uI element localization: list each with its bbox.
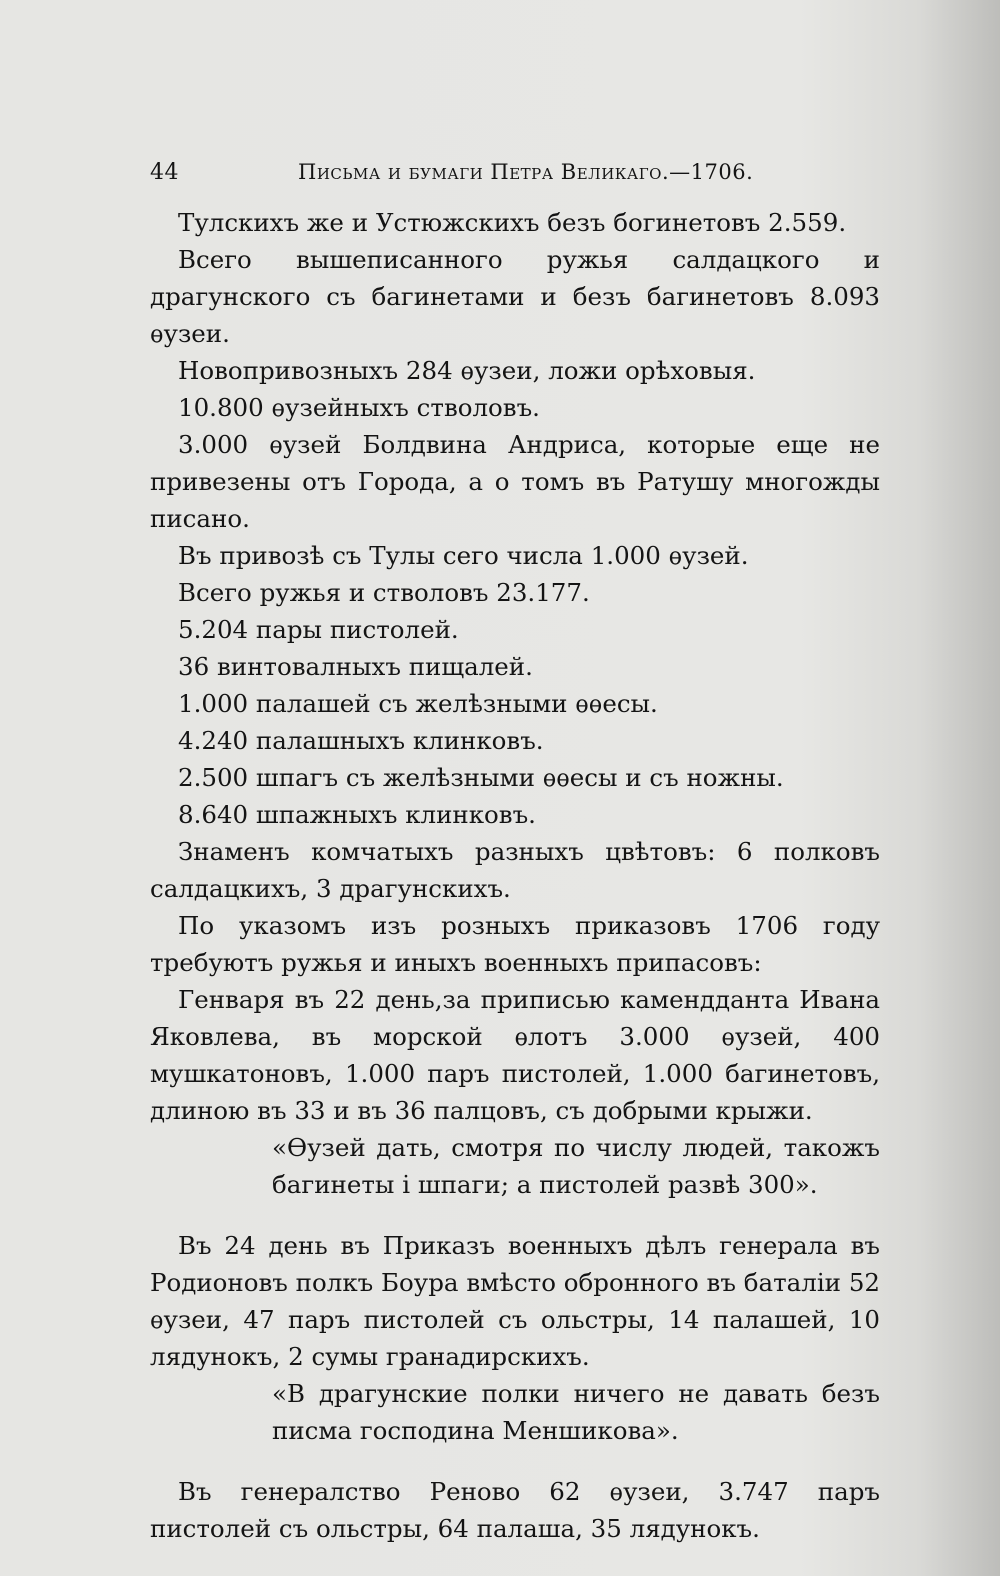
text-paragraph: Всего вышеписанного ружья салдацкого и драгунского съ багинетами и безъ багинетовъ 8.093 ѳузеи. (150, 245, 880, 348)
text-line: 10.800 ѳузейныхъ стволовъ. (178, 393, 540, 422)
text-line: 1.000 палашей съ желѣзными ѳѳесы. (178, 689, 658, 718)
page-number: 44 (150, 160, 179, 185)
page-header (150, 160, 880, 190)
text-paragraph: Въ генералство Реново 62 ѳузеи, 3.747 паръ пистолей съ ольстры, 64 палаша, 35 лядунокъ. (150, 1477, 880, 1543)
text-line: Новопривозныхъ 284 ѳузеи, ложи орѣховыя. (178, 356, 756, 385)
text-paragraph: По указомъ изъ розныхъ приказовъ 1706 году требуютъ ружья и иныхъ военныхъ припасовъ: (150, 911, 880, 977)
text-line: 2.500 шпагъ съ желѣзными ѳѳесы и съ ножны. (178, 763, 784, 792)
resolution-quote: «В драгунские полки ничего не давать безъ писма господина Меншикова». (272, 1379, 880, 1445)
running-title: Письма и бумаги Петра Великаго.—1706. (298, 160, 754, 184)
text-line: 36 винтовалныхъ пищалей. (178, 652, 533, 681)
text-paragraph: Знаменъ комчатыхъ разныхъ цвѣтовъ: 6 полковъ салдацкихъ, 3 драгунскихъ. (150, 837, 880, 903)
text-paragraph: 3.000 ѳузей Болдвина Андриса, которые еще не привезены отъ Города, а о томъ въ Ратушу многожды писано. (150, 430, 880, 533)
text-line: Всего ружья и стволовъ 23.177. (178, 578, 590, 607)
resolution-quote: «Ѳузей дать, смотря по числу людей, такожъ багинеты і шпаги; а пистолей развѣ 300». (272, 1133, 880, 1199)
text-line: 4.240 палашныхъ клинковъ. (178, 726, 544, 755)
text-paragraph: Въ 24 день въ Приказъ военныхъ дѣлъ генерала въ Родионовъ полкъ Боура вмѣсто обронного въ баталіи 52 ѳузеи, 47 паръ пистолей съ ольстры, 14 палашей, 10 лядунокъ, 2 сумы гранадирскихъ. (150, 1231, 880, 1371)
text-line: 5.204 пары пистолей. (178, 615, 459, 644)
text-line: 8.640 шпажныхъ клинковъ. (178, 800, 536, 829)
text-paragraph: Генваря въ 22 день,за приписью камендданта Ивана Яковлева, въ морской ѳлотъ 3.000 ѳузей, 400 мушкатоновъ, 1.000 паръ пистолей, 1.000 багинетовъ, длиною въ 33 и въ 36 палцовъ, съ добрыми крыжи. (150, 985, 880, 1125)
body-text (150, 204, 880, 1547)
text-line: Тулскихъ же и Устюжскихъ безъ богинетовъ 2.559. (178, 208, 847, 237)
text-line: Въ привозѣ съ Тулы сего числа 1.000 ѳузей. (178, 541, 749, 570)
